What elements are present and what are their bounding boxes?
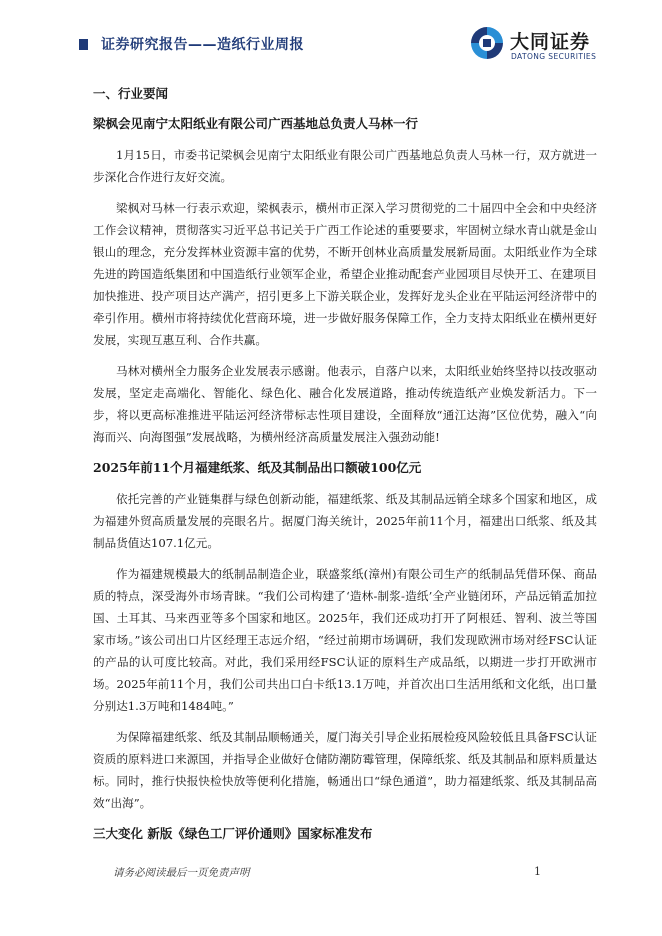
- article-paragraph: 为保障福建纸浆、纸及其制品顺畅通关，厦门海关引导企业拓展检疫风险较低且具备FSC认证资质的原料进口来源国，并指导企业做好仓储防潮防霉管理，保障纸浆、纸及其制品和原料质量达标。同时，推行快报快检快放等便利化措施，畅通出口“绿色通道”，助力福建纸浆、纸及其制品高效“出海”。: [93, 730, 597, 810]
- article-paragraph: 作为福建规模最大的纸制品制造企业，联盛浆纸(漳州)有限公司生产的纸制品凭借环保、商品质的特点，深受海外市场青睐。“我们公司构建了‘造林-制浆-造纸’全产业链闭环，产品远销孟加拉国、土耳其、马来西亚等多个国家和地区。2025年，我们还成功打开了阿根廷、智利、波兰等国家市场。”该公司出口片区经理王志远介绍，“经过前期市场调研，我们发现欧洲市场对经FSC认证的产品的认可度比较高。对此，我们采用经FSC认证的原料生产成品纸，以期进一步打开欧洲市场。2025年前11个月，我们公司共出口白卡纸13.1万吨，并首次出口生活用纸和文化纸，出口量分别达1.3万吨和1484吨。”: [93, 567, 597, 713]
- article-paragraph: 1月15日，市委书记梁枫会见南宁太阳纸业有限公司广西基地总负责人马林一行，双方就进一步深化合作进行友好交流。: [93, 148, 597, 184]
- disclaimer-note: 请务必阅读最后一页免责声明: [113, 867, 250, 879]
- logo-english-name: DATONG SECURITIES: [511, 52, 597, 61]
- article-paragraph: 梁枫对马林一行表示欢迎，梁枫表示，横州市正深入学习贯彻党的二十届四中全会和中央经济工作会议精神，贯彻落实习近平总书记关于广西工作论述的重要要求，牢固树立绿水青山就是金山银山的理念，充分发挥林业资源丰富的优势，不断开创林业高质量发展新局面。太阳纸业作为全球先进的跨国造纸集团和中国造纸行业领军企业，希望企业推动配套产业园项目尽快开工、在建项目加快推进、投产项目达产满产，招引更多上下游关联企业，发挥好龙头企业在平陆运河经济带中的牵引作用。横州市将持续优化营商环境，进一步做好服务保障工作，全力支持太阳纸业在横州更好发展，实现互惠互利、合作共赢。: [93, 201, 597, 347]
- logo-chinese-name: 大同证券: [510, 31, 591, 53]
- article-heading: 梁枫会见南宁太阳纸业有限公司广西基地总负责人马林一行: [93, 116, 419, 131]
- page-header: [0, 0, 662, 72]
- report-body: [93, 84, 597, 854]
- company-logo: [468, 24, 618, 64]
- logo-mark-icon: [468, 24, 506, 62]
- section-title: 一、行业要闻: [93, 86, 169, 101]
- report-title: 证券研究报告——造纸行业周报: [101, 37, 304, 53]
- article-paragraph: 依托完善的产业链集群与绿色创新动能，福建纸浆、纸及其制品远销全球多个国家和地区，成为福建外贸高质量发展的亮眼名片。据厦门海关统计，2025年前11个月，福建出口纸浆、纸及其制品货值达107.1亿元。: [93, 492, 597, 550]
- header-marker: [79, 39, 88, 50]
- article-heading: 2025年前11个月福建纸浆、纸及其制品出口额破100亿元: [93, 460, 422, 475]
- page-number: 1: [534, 865, 541, 878]
- article-heading: 三大变化 新版《绿色工厂评价通则》国家标准发布: [93, 826, 373, 841]
- article-paragraph: 马林对横州全力服务企业发展表示感谢。他表示，自落户以来，太阳纸业始终坚持以技改驱动发展，坚定走高端化、智能化、绿色化、融合化发展道路，推动传统造纸产业焕发新活力。下一步，将以更高标准推进平陆运河经济带标志性项目建设，全面释放“通江达海”区位优势，融入“向海而兴、向海图强”发展战略，为横州经济高质量发展注入强劲动能!: [93, 364, 597, 444]
